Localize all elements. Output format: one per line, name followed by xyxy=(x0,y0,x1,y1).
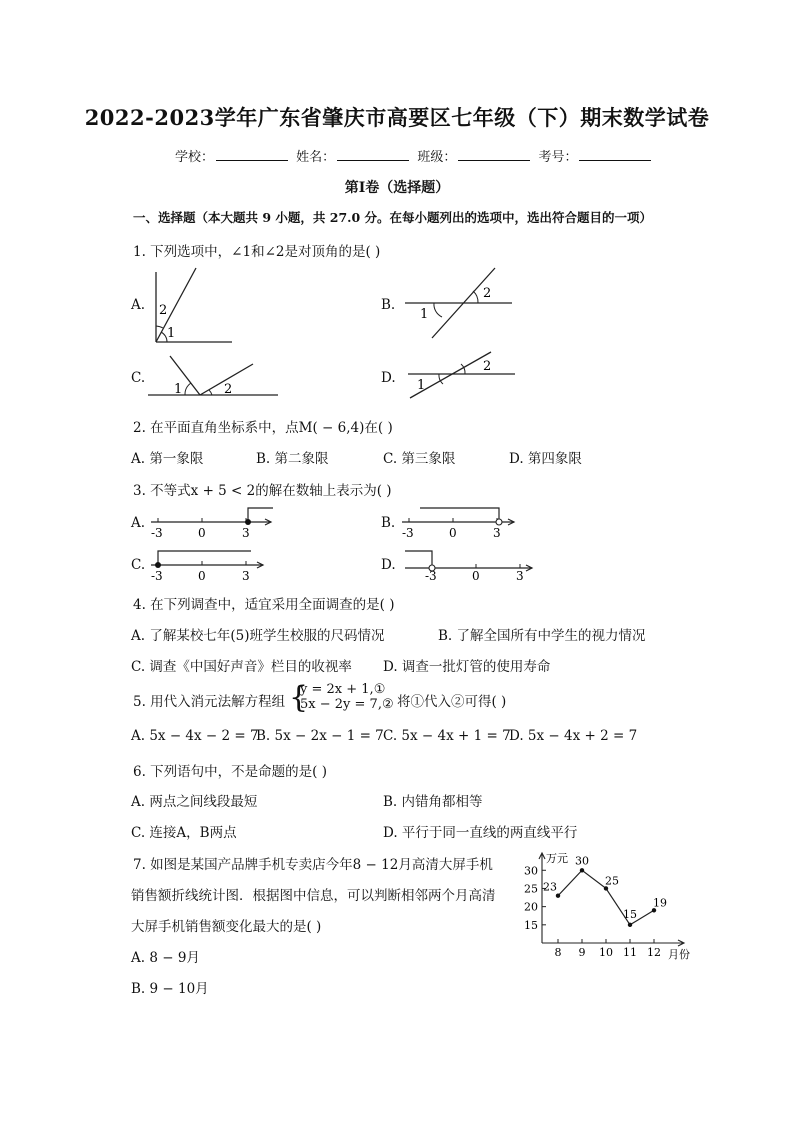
q3d-tick-3: 3 xyxy=(516,569,524,583)
q1-label-a: A. xyxy=(131,297,146,313)
q3c-tick-neg3: -3 xyxy=(151,569,163,583)
q7-line-chart xyxy=(518,848,696,966)
q1-stem: 1. 下列选项中，∠1和∠2是对顶角的是( ) xyxy=(133,244,381,260)
class-blank[interactable] xyxy=(458,148,530,161)
q1-label-c: C. xyxy=(131,370,146,386)
q3b-tick-3: 3 xyxy=(493,526,501,540)
q5-stem-prefix: 5. 用代入消元法解方程组 xyxy=(133,694,286,710)
q1-label-d: D. xyxy=(381,370,396,386)
q1a-angle2-label: 2 xyxy=(159,303,168,318)
q2-option-d[interactable]: D. 第四象限 xyxy=(509,451,582,467)
section-instruction: 一、选择题（本大题共 9 小题，共 27.0 分。在每小题列出的选项中，选出符合题目的一项） xyxy=(133,210,653,225)
q4-option-c[interactable]: C. 调查《中国好声音》栏目的收视率 xyxy=(131,659,352,675)
q7-stem-line-1: 7. 如图是某国产品牌手机专卖店今年8 − 12月高清大屏手机 xyxy=(133,857,493,873)
q3b-tick-neg3: -3 xyxy=(402,526,414,540)
q7-option-a[interactable]: A. 8 − 9月 xyxy=(131,950,200,966)
chart-data-label: 19 xyxy=(653,896,667,910)
q2-stem: 2. 在平面直角坐标系中，点M( − 6,4)在( ) xyxy=(133,420,393,436)
chart-y-unit-label: 万元 xyxy=(546,852,568,865)
q4-option-d[interactable]: D. 调查一批灯管的使用寿命 xyxy=(383,659,551,675)
chart-data-label: 30 xyxy=(575,854,589,868)
q3a-tick-3: 3 xyxy=(242,526,250,540)
chart-data-point xyxy=(628,923,632,927)
q2-option-a[interactable]: A. 第一象限 xyxy=(131,451,204,467)
chart-y-tick-label: 20 xyxy=(524,900,538,914)
q5-system-brace: { xyxy=(289,680,309,715)
q2-option-b[interactable]: B. 第二象限 xyxy=(256,451,329,467)
q1-figure-c xyxy=(145,352,280,398)
school-label: 学校： xyxy=(175,150,215,165)
q3-label-b: B. xyxy=(381,515,396,531)
chart-x-tick-label: 12 xyxy=(647,946,661,959)
name-label: 姓名： xyxy=(296,150,336,165)
exam-no-blank[interactable] xyxy=(579,148,651,161)
q5-eq2-text: 5x − 2y = 7 xyxy=(300,697,378,712)
q5-eq2-marker: ② xyxy=(381,697,394,712)
q1b-angle1-label: 1 xyxy=(420,307,429,322)
q3-numberline-c xyxy=(147,547,269,583)
q3a-tick-neg3: -3 xyxy=(151,526,163,540)
q5-equation-2: 5x − 2y = 7,② xyxy=(300,697,394,712)
chart-data-label: 25 xyxy=(605,874,619,888)
q6-option-c[interactable]: C. 连接A，B两点 xyxy=(131,825,237,841)
chart-x-tick-label: 8 xyxy=(554,946,562,959)
q3d-tick-neg3: -3 xyxy=(425,569,437,583)
q3a-tick-0: 0 xyxy=(198,526,206,540)
student-info xyxy=(175,146,655,165)
q1b-angle2-label: 2 xyxy=(483,286,492,301)
q4-option-a[interactable]: A. 了解某校七年(5)班学生校服的尺码情况 xyxy=(131,628,385,644)
chart-x-tick-label: 11 xyxy=(623,946,637,959)
q3-numberline-a xyxy=(147,504,277,540)
exam-no-label: 考号： xyxy=(538,150,578,165)
q5-option-d[interactable]: D. 5x − 4x + 2 = 7 xyxy=(509,728,638,744)
q4-option-b[interactable]: B. 了解全国所有中学生的视力情况 xyxy=(438,628,646,644)
q7-stem-line-3: 大屏手机销售额变化最大的是( ) xyxy=(131,919,322,935)
q1-label-b: B. xyxy=(381,297,396,313)
q3c-tick-0: 0 xyxy=(198,569,206,583)
q5-option-a[interactable]: A. 5x − 4x − 2 = 7 xyxy=(131,728,259,744)
q7-stem-line-2: 销售额折线统计图．根据图中信息，可以判断相邻两个月高清 xyxy=(131,888,496,904)
q6-option-a[interactable]: A. 两点之间线段最短 xyxy=(131,794,258,810)
q4-stem: 4. 在下列调查中，适宜采用全面调查的是( ) xyxy=(133,597,395,613)
q1-figure-a xyxy=(150,266,240,346)
q3d-tick-0: 0 xyxy=(472,569,480,583)
q5-option-c[interactable]: C. 5x − 4x + 1 = 7 xyxy=(383,728,511,744)
q1a-angle1-label: 1 xyxy=(167,326,176,341)
q5-option-b[interactable]: B. 5x − 2x − 1 = 7 xyxy=(256,728,384,744)
q3-stem: 3. 不等式x + 5 < 2的解在数轴上表示为( ) xyxy=(133,483,392,499)
q1c-angle2-label: 2 xyxy=(224,382,233,397)
q1d-angle1-label: 1 xyxy=(417,378,426,393)
chart-data-label: 15 xyxy=(623,907,637,921)
school-blank[interactable] xyxy=(216,148,288,161)
chart-x-unit-label: 月份 xyxy=(668,948,690,961)
q3b-tick-0: 0 xyxy=(449,526,457,540)
chart-x-tick-label: 9 xyxy=(578,946,586,959)
q6-stem: 6. 下列语句中，不是命题的是( ) xyxy=(133,764,327,780)
q5-equation-1: y = 2x + 1,① xyxy=(300,682,386,697)
q6-option-b[interactable]: B. 内错角都相等 xyxy=(383,794,483,810)
exam-title: 2022-2023学年广东省肇庆市高要区七年级（下）期末数学试卷 xyxy=(84,105,710,130)
q6-option-d[interactable]: D. 平行于同一直线的两直线平行 xyxy=(383,825,578,841)
chart-y-tick-label: 15 xyxy=(524,918,538,932)
section-heading: 第Ⅰ卷（选择题） xyxy=(344,180,450,196)
q3-label-d: D. xyxy=(381,557,396,573)
q2-option-c[interactable]: C. 第三象限 xyxy=(383,451,456,467)
chart-y-tick-label: 30 xyxy=(524,864,538,878)
chart-data-point xyxy=(580,868,584,872)
q3-numberline-d xyxy=(403,547,538,583)
name-blank[interactable] xyxy=(337,148,409,161)
q5-eq1-text: y = 2x + 1 xyxy=(300,682,370,697)
q3c-tick-3: 3 xyxy=(242,569,250,583)
chart-x-tick-label: 10 xyxy=(599,946,613,959)
chart-data-point xyxy=(556,894,560,898)
q1c-angle1-label: 1 xyxy=(174,382,183,397)
class-label: 班级： xyxy=(417,150,457,165)
q1d-angle2-label: 2 xyxy=(483,359,492,374)
q3-numberline-b xyxy=(398,504,520,540)
q5-eq1-marker: ① xyxy=(373,682,386,697)
q3-label-c: C. xyxy=(131,557,146,573)
chart-data-label: 23 xyxy=(543,880,557,894)
q3-label-a: A. xyxy=(131,515,146,531)
q7-option-b[interactable]: B. 9 − 10月 xyxy=(131,981,209,997)
q1-figure-b xyxy=(400,266,515,346)
q1-figure-d xyxy=(405,348,520,400)
q5-stem-suffix: 将①代入②可得( ) xyxy=(397,694,507,710)
chart-y-tick-label: 25 xyxy=(524,882,538,896)
